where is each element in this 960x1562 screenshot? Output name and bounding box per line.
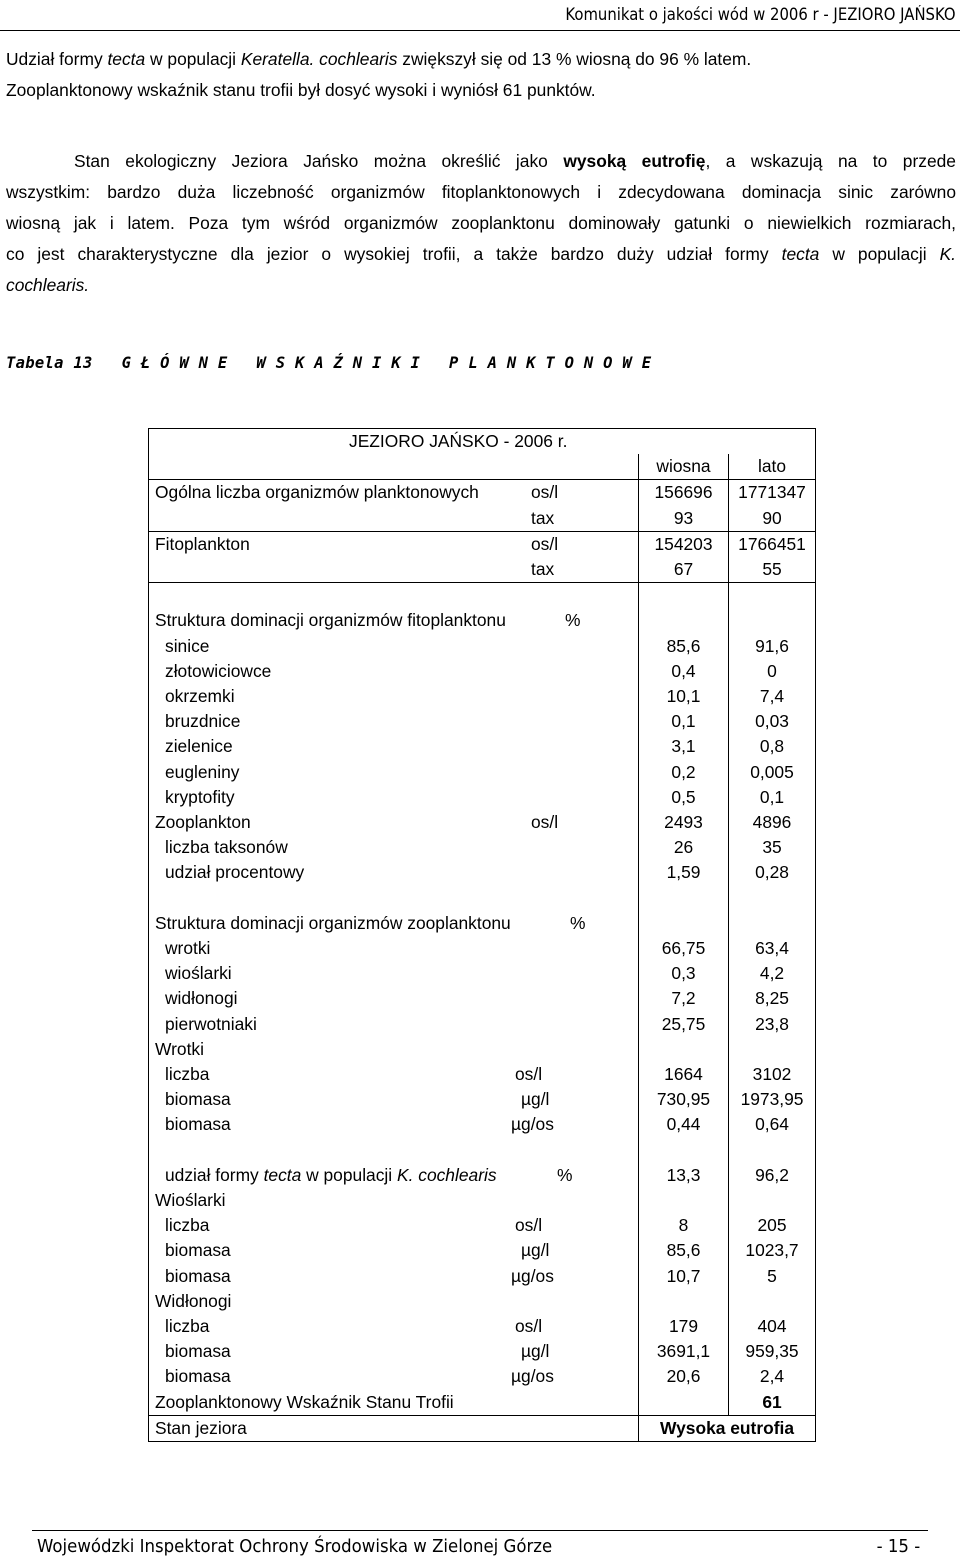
spring-value: 13,3 bbox=[639, 1163, 729, 1188]
summer-value: 1023,7 bbox=[729, 1238, 816, 1263]
row-label bbox=[149, 1364, 639, 1389]
summer-value: 1973,95 bbox=[729, 1087, 816, 1112]
row-label-text: Stan jeziora bbox=[155, 1417, 247, 1438]
spring-value: 154203 bbox=[639, 531, 729, 557]
row-unit: µg/os bbox=[511, 1114, 554, 1135]
spring-value bbox=[639, 1037, 729, 1062]
table-body bbox=[149, 429, 816, 1442]
row-label bbox=[149, 936, 639, 961]
row-label bbox=[149, 684, 639, 709]
spring-value: 85,6 bbox=[639, 634, 729, 659]
spring-value bbox=[639, 608, 729, 633]
row-label bbox=[149, 1112, 639, 1137]
row-label bbox=[149, 1062, 639, 1087]
summer-value bbox=[729, 1037, 816, 1062]
summer-value: 5 bbox=[729, 1264, 816, 1289]
spacer-cell bbox=[639, 886, 729, 911]
table-row bbox=[149, 684, 816, 709]
summer-value: 90 bbox=[729, 506, 816, 532]
row-label-text: liczba taksonów bbox=[165, 837, 288, 858]
table-row bbox=[149, 734, 816, 759]
row-unit: os/l bbox=[531, 812, 559, 833]
summer-value: 0,03 bbox=[729, 709, 816, 734]
spacer-cell bbox=[639, 583, 729, 609]
row-label bbox=[149, 1415, 639, 1441]
row-label bbox=[149, 860, 639, 885]
row-label-text: eugleniny bbox=[165, 761, 240, 782]
spring-value: 85,6 bbox=[639, 1238, 729, 1263]
spring-value: 0,3 bbox=[639, 961, 729, 986]
row-unit: os/l bbox=[515, 1064, 543, 1085]
spacer-cell bbox=[149, 886, 639, 911]
para2-line3: wiosną jak i latem. Poza tym wśród organizmów zooplanktonu dominowały gatunki o niewielkich rozmiarach, bbox=[6, 213, 956, 233]
summer-value: 8,25 bbox=[729, 986, 816, 1011]
table-row bbox=[149, 1314, 816, 1339]
table-caption: Tabela 13 G Ł Ó W N E W S K A Ź N I K I P L A N K T O N O W E bbox=[6, 354, 652, 372]
summer-value: 959,35 bbox=[729, 1339, 816, 1364]
spring-value: 3691,1 bbox=[639, 1339, 729, 1364]
row-label bbox=[149, 1012, 639, 1037]
row-label bbox=[149, 986, 639, 1011]
summer-value: 91,6 bbox=[729, 634, 816, 659]
table-row bbox=[149, 911, 816, 936]
spacer-cell bbox=[149, 1138, 639, 1163]
summer-value: 23,8 bbox=[729, 1012, 816, 1037]
row-label bbox=[149, 1087, 639, 1112]
row-label-text: Struktura dominacji organizmów zooplanktonu bbox=[155, 912, 511, 933]
row-label bbox=[149, 709, 639, 734]
row-label-text: udział procentowy bbox=[165, 862, 305, 883]
row-unit: µg/l bbox=[521, 1341, 550, 1362]
table-row bbox=[149, 1339, 816, 1364]
row-label-text: wrotki bbox=[165, 938, 211, 959]
row-label-text: biomasa bbox=[165, 1341, 231, 1362]
row-label bbox=[149, 911, 639, 936]
summer-value bbox=[729, 911, 816, 936]
row-label bbox=[149, 634, 639, 659]
row-unit: os/l bbox=[531, 482, 559, 503]
row-label-text: biomasa bbox=[165, 1114, 231, 1135]
table-spacer-row bbox=[149, 1138, 816, 1163]
table-spacer-row bbox=[149, 583, 816, 609]
summer-value: 2,4 bbox=[729, 1364, 816, 1389]
spring-value: 1664 bbox=[639, 1062, 729, 1087]
row-label-text: liczba bbox=[165, 1064, 210, 1085]
summer-value: 35 bbox=[729, 835, 816, 860]
row-label bbox=[149, 1188, 639, 1213]
row-label bbox=[149, 659, 639, 684]
spring-value: 20,6 bbox=[639, 1364, 729, 1389]
row-label-text: wioślarki bbox=[165, 963, 232, 984]
row-unit: % bbox=[565, 610, 581, 631]
page-number: - 15 - bbox=[876, 1536, 921, 1557]
table-row bbox=[149, 608, 816, 633]
running-header: Komunikat o jakości wód w 2006 r - JEZIORO JAŃSKO bbox=[565, 5, 956, 24]
row-label bbox=[149, 1314, 639, 1339]
row-label-text: biomasa bbox=[165, 1265, 231, 1286]
table-row bbox=[149, 709, 816, 734]
para1-line2: Zooplanktonowy wskaźnik stanu trofii był dosyć wysoki i wyniósł 61 punktów. bbox=[6, 80, 596, 100]
footer-organization: Wojewódzki Inspektorat Ochrony Środowiska w Zielonej Górze bbox=[37, 1536, 553, 1557]
row-label bbox=[149, 557, 639, 583]
footer bbox=[37, 1536, 921, 1557]
spring-value: 10,1 bbox=[639, 684, 729, 709]
summer-value: 404 bbox=[729, 1314, 816, 1339]
row-label-text: bruzdnice bbox=[165, 711, 241, 732]
table-row bbox=[149, 1188, 816, 1213]
row-label bbox=[149, 1264, 639, 1289]
table-row bbox=[149, 760, 816, 785]
table-row bbox=[149, 860, 816, 885]
row-unit: os/l bbox=[515, 1215, 543, 1236]
summer-value: 4,2 bbox=[729, 961, 816, 986]
summer-value: 96,2 bbox=[729, 1163, 816, 1188]
table-row bbox=[149, 659, 816, 684]
summer-value: 0 bbox=[729, 659, 816, 684]
row-unit: % bbox=[557, 1164, 573, 1185]
summer-value bbox=[729, 608, 816, 633]
summer-value: 0,8 bbox=[729, 734, 816, 759]
paragraph-intro bbox=[6, 44, 956, 106]
spring-value: 1,59 bbox=[639, 860, 729, 885]
row-label bbox=[149, 1390, 639, 1416]
table-row bbox=[149, 1390, 816, 1416]
row-unit: % bbox=[570, 912, 586, 933]
table-row bbox=[149, 1264, 816, 1289]
row-label-text: złotowiciowce bbox=[165, 660, 272, 681]
header-label-cell bbox=[149, 454, 639, 480]
table-row bbox=[149, 961, 816, 986]
spring-value: 156696 bbox=[639, 480, 729, 506]
spring-value: 26 bbox=[639, 835, 729, 860]
row-label-text: pierwotniaki bbox=[165, 1013, 257, 1034]
row-label-text: liczba bbox=[165, 1316, 210, 1337]
summer-value: 63,4 bbox=[729, 936, 816, 961]
table-header-row bbox=[149, 454, 816, 480]
spring-value: 0,4 bbox=[639, 659, 729, 684]
header-summer: lato bbox=[729, 454, 816, 480]
spring-value: 93 bbox=[639, 506, 729, 532]
spring-value: 10,7 bbox=[639, 1264, 729, 1289]
summer-value: 4896 bbox=[729, 810, 816, 835]
row-label-text: liczba bbox=[165, 1215, 210, 1236]
row-label-text: Fitoplankton bbox=[155, 533, 250, 554]
lake-status-value: Wysoka eutrofia bbox=[639, 1415, 816, 1441]
table-title: JEZIORO JAŃSKO - 2006 r. bbox=[149, 429, 816, 455]
table-row bbox=[149, 634, 816, 659]
row-label bbox=[149, 1163, 639, 1188]
spacer-cell bbox=[729, 583, 816, 609]
table-row bbox=[149, 1012, 816, 1037]
row-label bbox=[149, 785, 639, 810]
summer-value: 7,4 bbox=[729, 684, 816, 709]
row-label-text: okrzemki bbox=[165, 686, 235, 707]
spring-value: 3,1 bbox=[639, 734, 729, 759]
table-row bbox=[149, 1238, 816, 1263]
table-row bbox=[149, 557, 816, 583]
row-unit: tax bbox=[531, 507, 555, 528]
row-label-text: biomasa bbox=[165, 1089, 231, 1110]
spring-value: 179 bbox=[639, 1314, 729, 1339]
row-label-text: Zooplankton bbox=[155, 812, 251, 833]
row-label-text: biomasa bbox=[165, 1366, 231, 1387]
row-label-text: widłonogi bbox=[165, 988, 238, 1009]
row-label-text: Wioślarki bbox=[155, 1190, 226, 1211]
row-label-text: sinice bbox=[165, 635, 210, 656]
para2-line4: co jest charakterystyczne dla jezior o wysokiej trofii, a także bardzo duży udział formy tecta w populacji K. bbox=[6, 244, 957, 264]
row-unit: tax bbox=[531, 559, 555, 580]
table-spacer-row bbox=[149, 886, 816, 911]
row-unit: µg/os bbox=[511, 1265, 554, 1286]
summer-value bbox=[729, 1289, 816, 1314]
table-row bbox=[149, 1415, 816, 1441]
table-row bbox=[149, 506, 816, 532]
spacer-cell bbox=[639, 1138, 729, 1163]
row-label bbox=[149, 760, 639, 785]
row-label bbox=[149, 1037, 639, 1062]
spring-value: 25,75 bbox=[639, 1012, 729, 1037]
row-label bbox=[149, 506, 639, 532]
table-row bbox=[149, 785, 816, 810]
spring-value bbox=[639, 1289, 729, 1314]
row-label bbox=[149, 734, 639, 759]
spring-value: 0,1 bbox=[639, 709, 729, 734]
header-rule bbox=[0, 30, 960, 31]
plankton-indicators-table bbox=[148, 428, 816, 1442]
spring-value bbox=[639, 1390, 729, 1416]
spring-value: 2493 bbox=[639, 810, 729, 835]
row-label-text: kryptofity bbox=[165, 786, 235, 807]
row-unit: µg/l bbox=[521, 1240, 550, 1261]
row-label bbox=[149, 480, 639, 506]
table-row bbox=[149, 835, 816, 860]
row-unit: µg/l bbox=[521, 1089, 550, 1110]
table-row bbox=[149, 1163, 816, 1188]
para1-line1: Udział formy tecta w populacji Keratella. cochlearis zwiększył się od 13 % wiosną do 96 % latem. bbox=[6, 49, 752, 69]
table-row bbox=[149, 810, 816, 835]
table-row bbox=[149, 1087, 816, 1112]
row-label bbox=[149, 1213, 639, 1238]
row-unit: os/l bbox=[531, 533, 559, 554]
row-label bbox=[149, 810, 639, 835]
table-row bbox=[149, 1213, 816, 1238]
table-row bbox=[149, 1112, 816, 1137]
summer-value: 55 bbox=[729, 557, 816, 583]
row-label-text: Ogólna liczba organizmów planktonowych bbox=[155, 482, 479, 503]
spacer-cell bbox=[149, 583, 639, 609]
row-label-text: biomasa bbox=[165, 1240, 231, 1261]
spring-value: 0,5 bbox=[639, 785, 729, 810]
row-label-text: udział formy tecta w populacji K. cochlearis bbox=[165, 1164, 497, 1185]
row-unit: os/l bbox=[515, 1316, 543, 1337]
summer-value: 0,1 bbox=[729, 785, 816, 810]
table-row bbox=[149, 1364, 816, 1389]
spring-value: 0,44 bbox=[639, 1112, 729, 1137]
table-title-row bbox=[149, 429, 816, 455]
row-label-text: Struktura dominacji organizmów fitoplanktonu bbox=[155, 610, 506, 631]
para2-line2: wszystkim: bardzo duża liczebność organizmów fitoplanktonowych i zdecydowana dominacja sinic zarówno bbox=[6, 182, 956, 202]
spring-value: 8 bbox=[639, 1213, 729, 1238]
footer-rule bbox=[32, 1530, 928, 1531]
spacer-cell bbox=[729, 1138, 816, 1163]
spring-value: 67 bbox=[639, 557, 729, 583]
table-row bbox=[149, 1289, 816, 1314]
summer-value bbox=[729, 1188, 816, 1213]
summer-value: 0,64 bbox=[729, 1112, 816, 1137]
row-label bbox=[149, 961, 639, 986]
row-label bbox=[149, 1339, 639, 1364]
summer-value: 1766451 bbox=[729, 531, 816, 557]
row-label-text: Wrotki bbox=[155, 1038, 204, 1059]
row-label bbox=[149, 1289, 639, 1314]
spring-value bbox=[639, 911, 729, 936]
row-label-text: Widłonogi bbox=[155, 1290, 232, 1311]
table-row bbox=[149, 480, 816, 506]
spring-value: 0,2 bbox=[639, 760, 729, 785]
spacer-cell bbox=[729, 886, 816, 911]
row-label bbox=[149, 531, 639, 557]
row-label bbox=[149, 608, 639, 633]
spring-value bbox=[639, 1188, 729, 1213]
table-row bbox=[149, 531, 816, 557]
paragraph-assessment bbox=[6, 146, 956, 301]
para2-line1: Stan ekologiczny Jeziora Jańsko można określić jako wysoką eutrofię, a wskazują na to przede bbox=[74, 151, 956, 171]
row-label-text: Zooplanktonowy Wskaźnik Stanu Trofii bbox=[155, 1391, 454, 1412]
row-label bbox=[149, 1238, 639, 1263]
spring-value: 66,75 bbox=[639, 936, 729, 961]
spring-value: 730,95 bbox=[639, 1087, 729, 1112]
summer-value: 3102 bbox=[729, 1062, 816, 1087]
table-row bbox=[149, 1062, 816, 1087]
table-row bbox=[149, 986, 816, 1011]
table-row bbox=[149, 1037, 816, 1062]
summer-value: 1771347 bbox=[729, 480, 816, 506]
table-row bbox=[149, 936, 816, 961]
row-unit: µg/os bbox=[511, 1366, 554, 1387]
header-spring: wiosna bbox=[639, 454, 729, 480]
summer-value: 0,28 bbox=[729, 860, 816, 885]
row-label bbox=[149, 835, 639, 860]
summer-value: 61 bbox=[729, 1390, 816, 1416]
para2-line5: cochlearis. bbox=[6, 275, 90, 295]
summer-value: 205 bbox=[729, 1213, 816, 1238]
row-label-text: zielenice bbox=[165, 736, 233, 757]
spring-value: 7,2 bbox=[639, 986, 729, 1011]
summer-value: 0,005 bbox=[729, 760, 816, 785]
